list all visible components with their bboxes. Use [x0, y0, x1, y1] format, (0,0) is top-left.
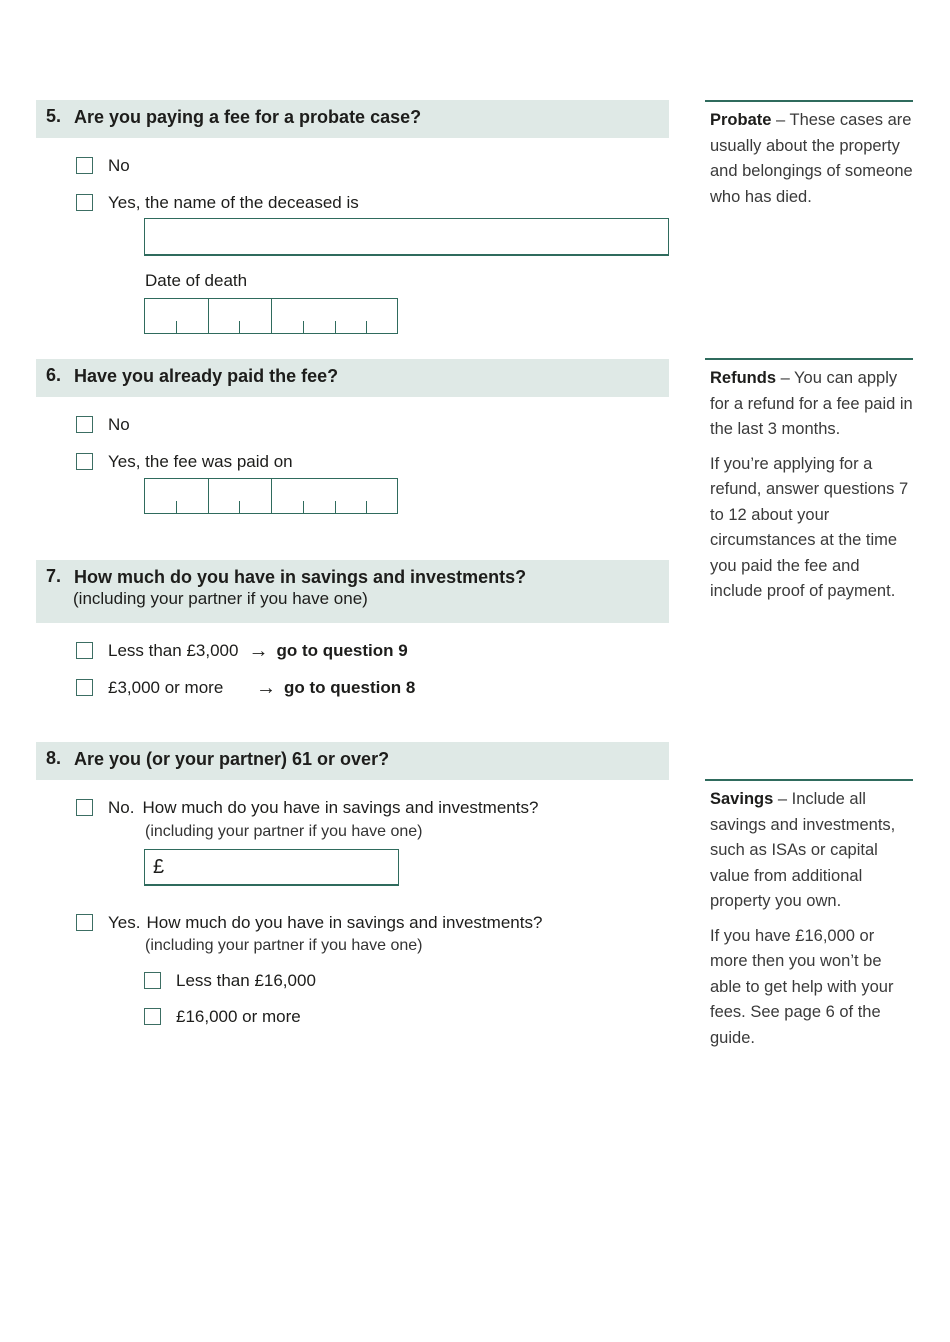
sidebar-note-refunds	[705, 358, 913, 614]
option-label: No	[108, 415, 130, 434]
option-subtitle: (including your partner if you have one)	[145, 937, 423, 954]
q7-option-3000-or-more[interactable]	[76, 677, 415, 699]
question-number: 8.	[46, 748, 62, 768]
note-text-2: If you’re applying for a refund, answer questions 7 to 12 about your circumstances at the time you paid the fee and include proof of payment.	[710, 454, 909, 600]
option-label: £16,000 or more	[176, 1007, 301, 1026]
question-title: Have you already paid the fee?	[74, 366, 339, 386]
q5-option-no[interactable]	[76, 155, 130, 177]
sidebar-note-savings	[705, 779, 913, 1060]
currency-symbol: £	[153, 856, 165, 878]
date-of-death-label: Date of death	[145, 271, 248, 290]
note-text-2: If you have £16,000 or more then you won’t be able to get help with your fees. See page 6 of the guide.	[710, 926, 894, 1047]
question-8-header	[36, 742, 669, 780]
checkbox[interactable]	[76, 453, 93, 470]
deceased-name-input[interactable]	[144, 218, 669, 256]
q5-option-yes[interactable]	[76, 192, 359, 214]
arrow-right-icon: →	[256, 677, 276, 699]
question-title: Are you paying a fee for a probate case?	[74, 107, 422, 127]
date-of-death-input[interactable]	[144, 298, 398, 334]
checkbox[interactable]	[76, 194, 93, 211]
goto-instruction: go to question 9	[276, 641, 408, 660]
checkbox[interactable]	[76, 914, 93, 931]
option-label: Yes, the name of the deceased is	[108, 193, 359, 212]
q8-option-no[interactable]	[76, 797, 538, 819]
option-label: Yes.	[108, 913, 141, 932]
option-label: No.	[108, 798, 135, 817]
question-number: 5.	[46, 106, 62, 126]
option-label: No	[108, 156, 130, 175]
question-title: How much do you have in savings and investments?	[74, 567, 527, 587]
note-heading: Probate	[710, 111, 772, 129]
fee-paid-date-input[interactable]	[144, 478, 398, 514]
q6-option-yes[interactable]	[76, 451, 293, 473]
checkbox[interactable]	[76, 416, 93, 433]
goto-instruction: go to question 8	[284, 678, 416, 697]
sidebar-note-probate	[705, 100, 913, 219]
checkbox[interactable]	[144, 972, 161, 989]
question-title: Are you (or your partner) 61 or over?	[74, 749, 390, 769]
note-text: – Include all savings and investments, such as ISAs or capital value from additional property you own.	[710, 790, 896, 910]
checkbox[interactable]	[76, 642, 93, 659]
question-number: 7.	[46, 566, 62, 586]
option-label: Less than £3,000	[108, 641, 239, 660]
savings-amount-input[interactable]	[144, 849, 399, 886]
note-heading: Savings	[710, 790, 774, 808]
checkbox[interactable]	[76, 157, 93, 174]
option-label: Less than £16,000	[176, 971, 316, 990]
option-label: Yes, the fee was paid on	[108, 452, 293, 471]
option-label: £3,000 or more	[108, 678, 224, 697]
q8-option-16000-or-more[interactable]	[144, 1006, 301, 1028]
note-text: – You can apply for a refund for a fee paid in the last 3 months.	[710, 369, 913, 438]
question-subtitle: (including your partner if you have one)	[73, 589, 368, 608]
note-heading: Refunds	[710, 369, 776, 387]
question-5-header	[36, 100, 669, 138]
q6-option-no[interactable]	[76, 414, 130, 436]
checkbox[interactable]	[144, 1008, 161, 1025]
question-number: 6.	[46, 365, 62, 385]
q8-option-less-than-16000[interactable]	[144, 970, 316, 992]
option-question: How much do you have in savings and investments?	[146, 913, 543, 932]
checkbox[interactable]	[76, 799, 93, 816]
question-7-header	[36, 560, 669, 623]
question-6-header	[36, 359, 669, 397]
option-subtitle: (including your partner if you have one)	[145, 823, 423, 840]
note-text: – These cases are usually about the property and belongings of someone who has died.	[710, 111, 913, 206]
checkbox[interactable]	[76, 679, 93, 696]
arrow-right-icon: →	[248, 640, 269, 662]
option-question: How much do you have in savings and investments?	[142, 798, 539, 817]
q8-option-yes[interactable]	[76, 912, 542, 934]
q7-option-less-than-3000[interactable]	[76, 640, 408, 662]
